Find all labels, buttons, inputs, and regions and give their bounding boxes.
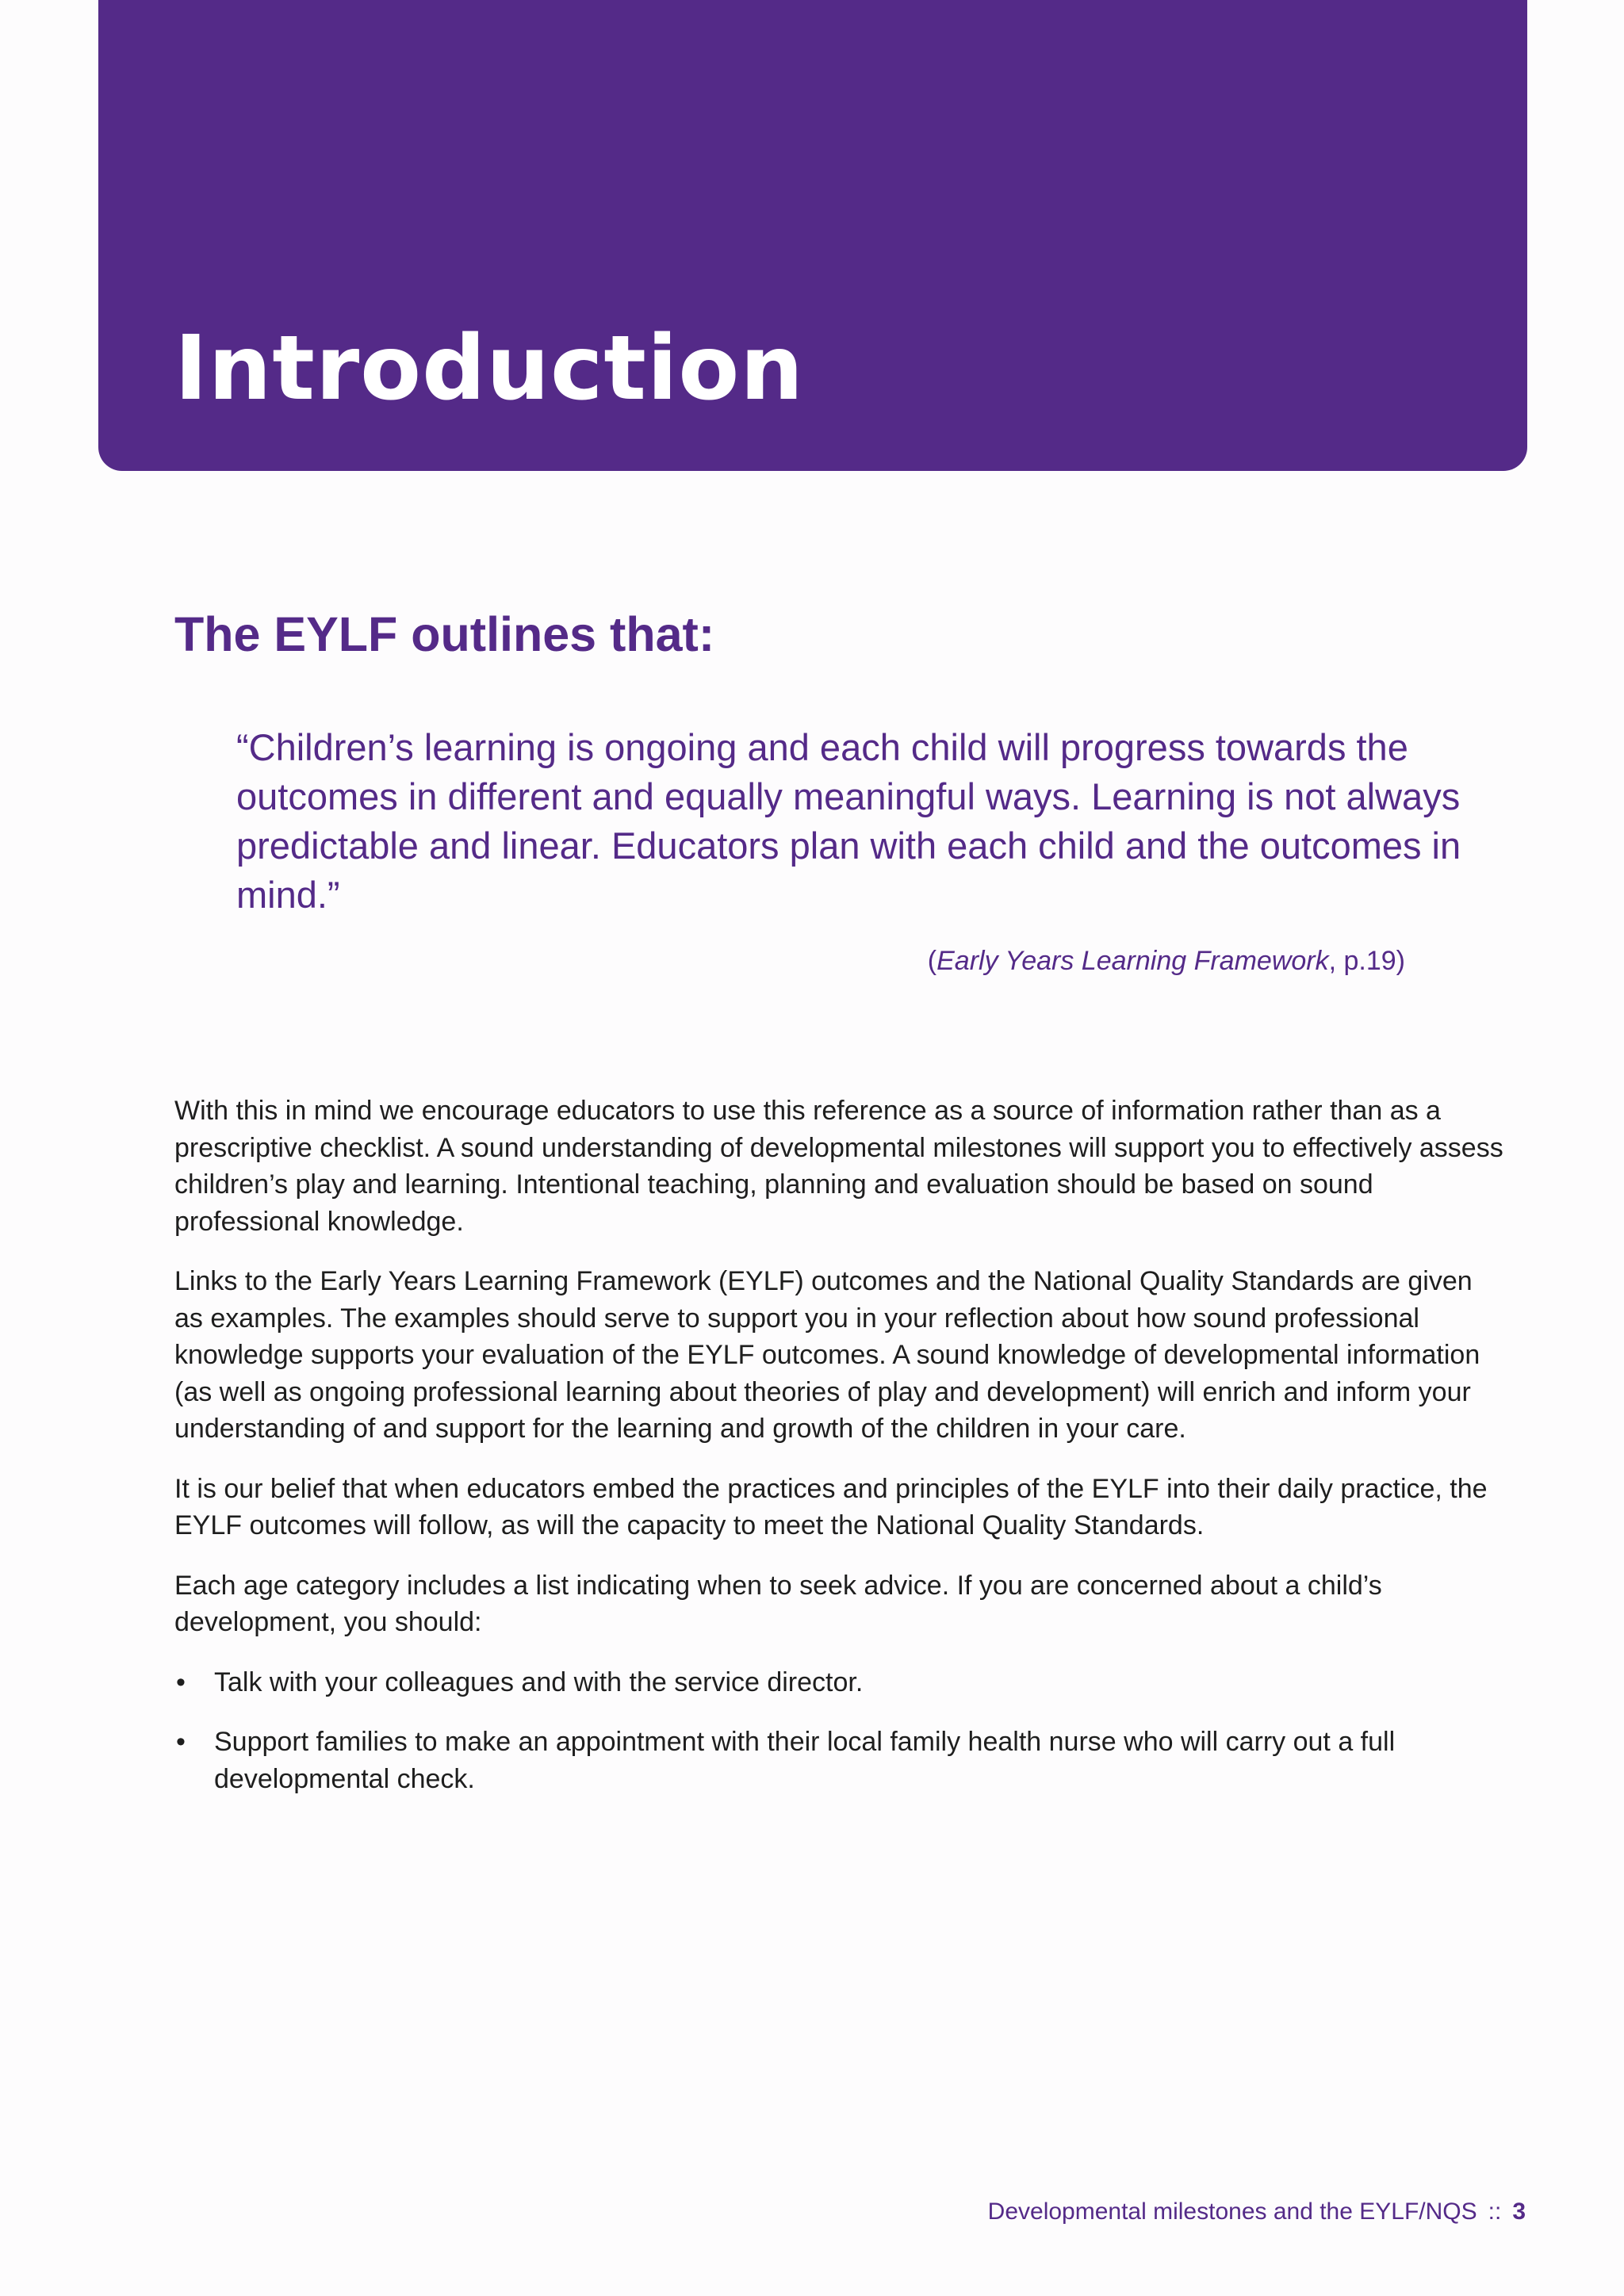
body-paragraph: Links to the Early Years Learning Framework (EYLF) outcomes and the National Quality Standards are given as examples. The examples should serve to support you in your reflection about how sound professional knowledge supports your evaluation of the EYLF outcomes. A sound knowledge of developmental information (as well as ongoing professional learning about theories of play and development) will enrich and inform your understanding of and support for the learning and growth of the children in your care. xyxy=(174,1266,1480,1444)
section-heading: The EYLF outlines that: xyxy=(174,607,715,661)
citation-title: Early Years Learning Framework xyxy=(936,946,1329,976)
eylf-quote: “Children’s learning is ongoing and each child will progress towards the outcomes in different and equally meaningful ways. Learning is not always predictable and linear. Educators plan with each child and the outcomes in mind.” xyxy=(236,726,1461,916)
footer-text: Developmental milestones and the EYLF/NQS xyxy=(987,2198,1477,2225)
body-paragraph: Each age category includes a list indicating when to seek advice. If you are concerned about a child’s development, you should: xyxy=(174,1570,1382,1637)
page-number: 3 xyxy=(1512,2198,1526,2225)
header-banner xyxy=(98,0,1527,471)
list-item xyxy=(174,1724,1507,1797)
bullet-icon: • xyxy=(176,1667,186,1697)
page-title: Introduction xyxy=(174,317,805,420)
page-footer xyxy=(988,2196,1526,2228)
citation-open: ( xyxy=(927,946,937,976)
body-paragraph: It is our belief that when educators embed the practices and principles of the EYLF into their daily practice, the EYLF outcomes will follow, as will the capacity to meet the National Quality Standards. xyxy=(174,1473,1488,1540)
citation-page: , p.19) xyxy=(1328,946,1405,976)
body-paragraph: With this in mind we encourage educators to use this reference as a source of information rather than as a prescriptive checklist. A sound understanding of developmental milestones will support you to effectively assess children’s play and learning. Intentional teaching, planning and evaluation should be based on sound professional knowledge. xyxy=(174,1096,1503,1237)
list-item-text: Support families to make an appointment with their local family health nurse who will carry out a full developmental check. xyxy=(214,1727,1396,1794)
body-text xyxy=(174,1093,1507,1820)
bullet-icon: • xyxy=(176,1727,186,1757)
quote-citation xyxy=(928,942,1405,980)
list-item-text: Talk with your colleagues and with the service director. xyxy=(214,1667,864,1697)
advice-list xyxy=(174,1664,1507,1798)
list-item xyxy=(174,1664,1507,1701)
footer-separator: :: xyxy=(1488,2198,1502,2225)
